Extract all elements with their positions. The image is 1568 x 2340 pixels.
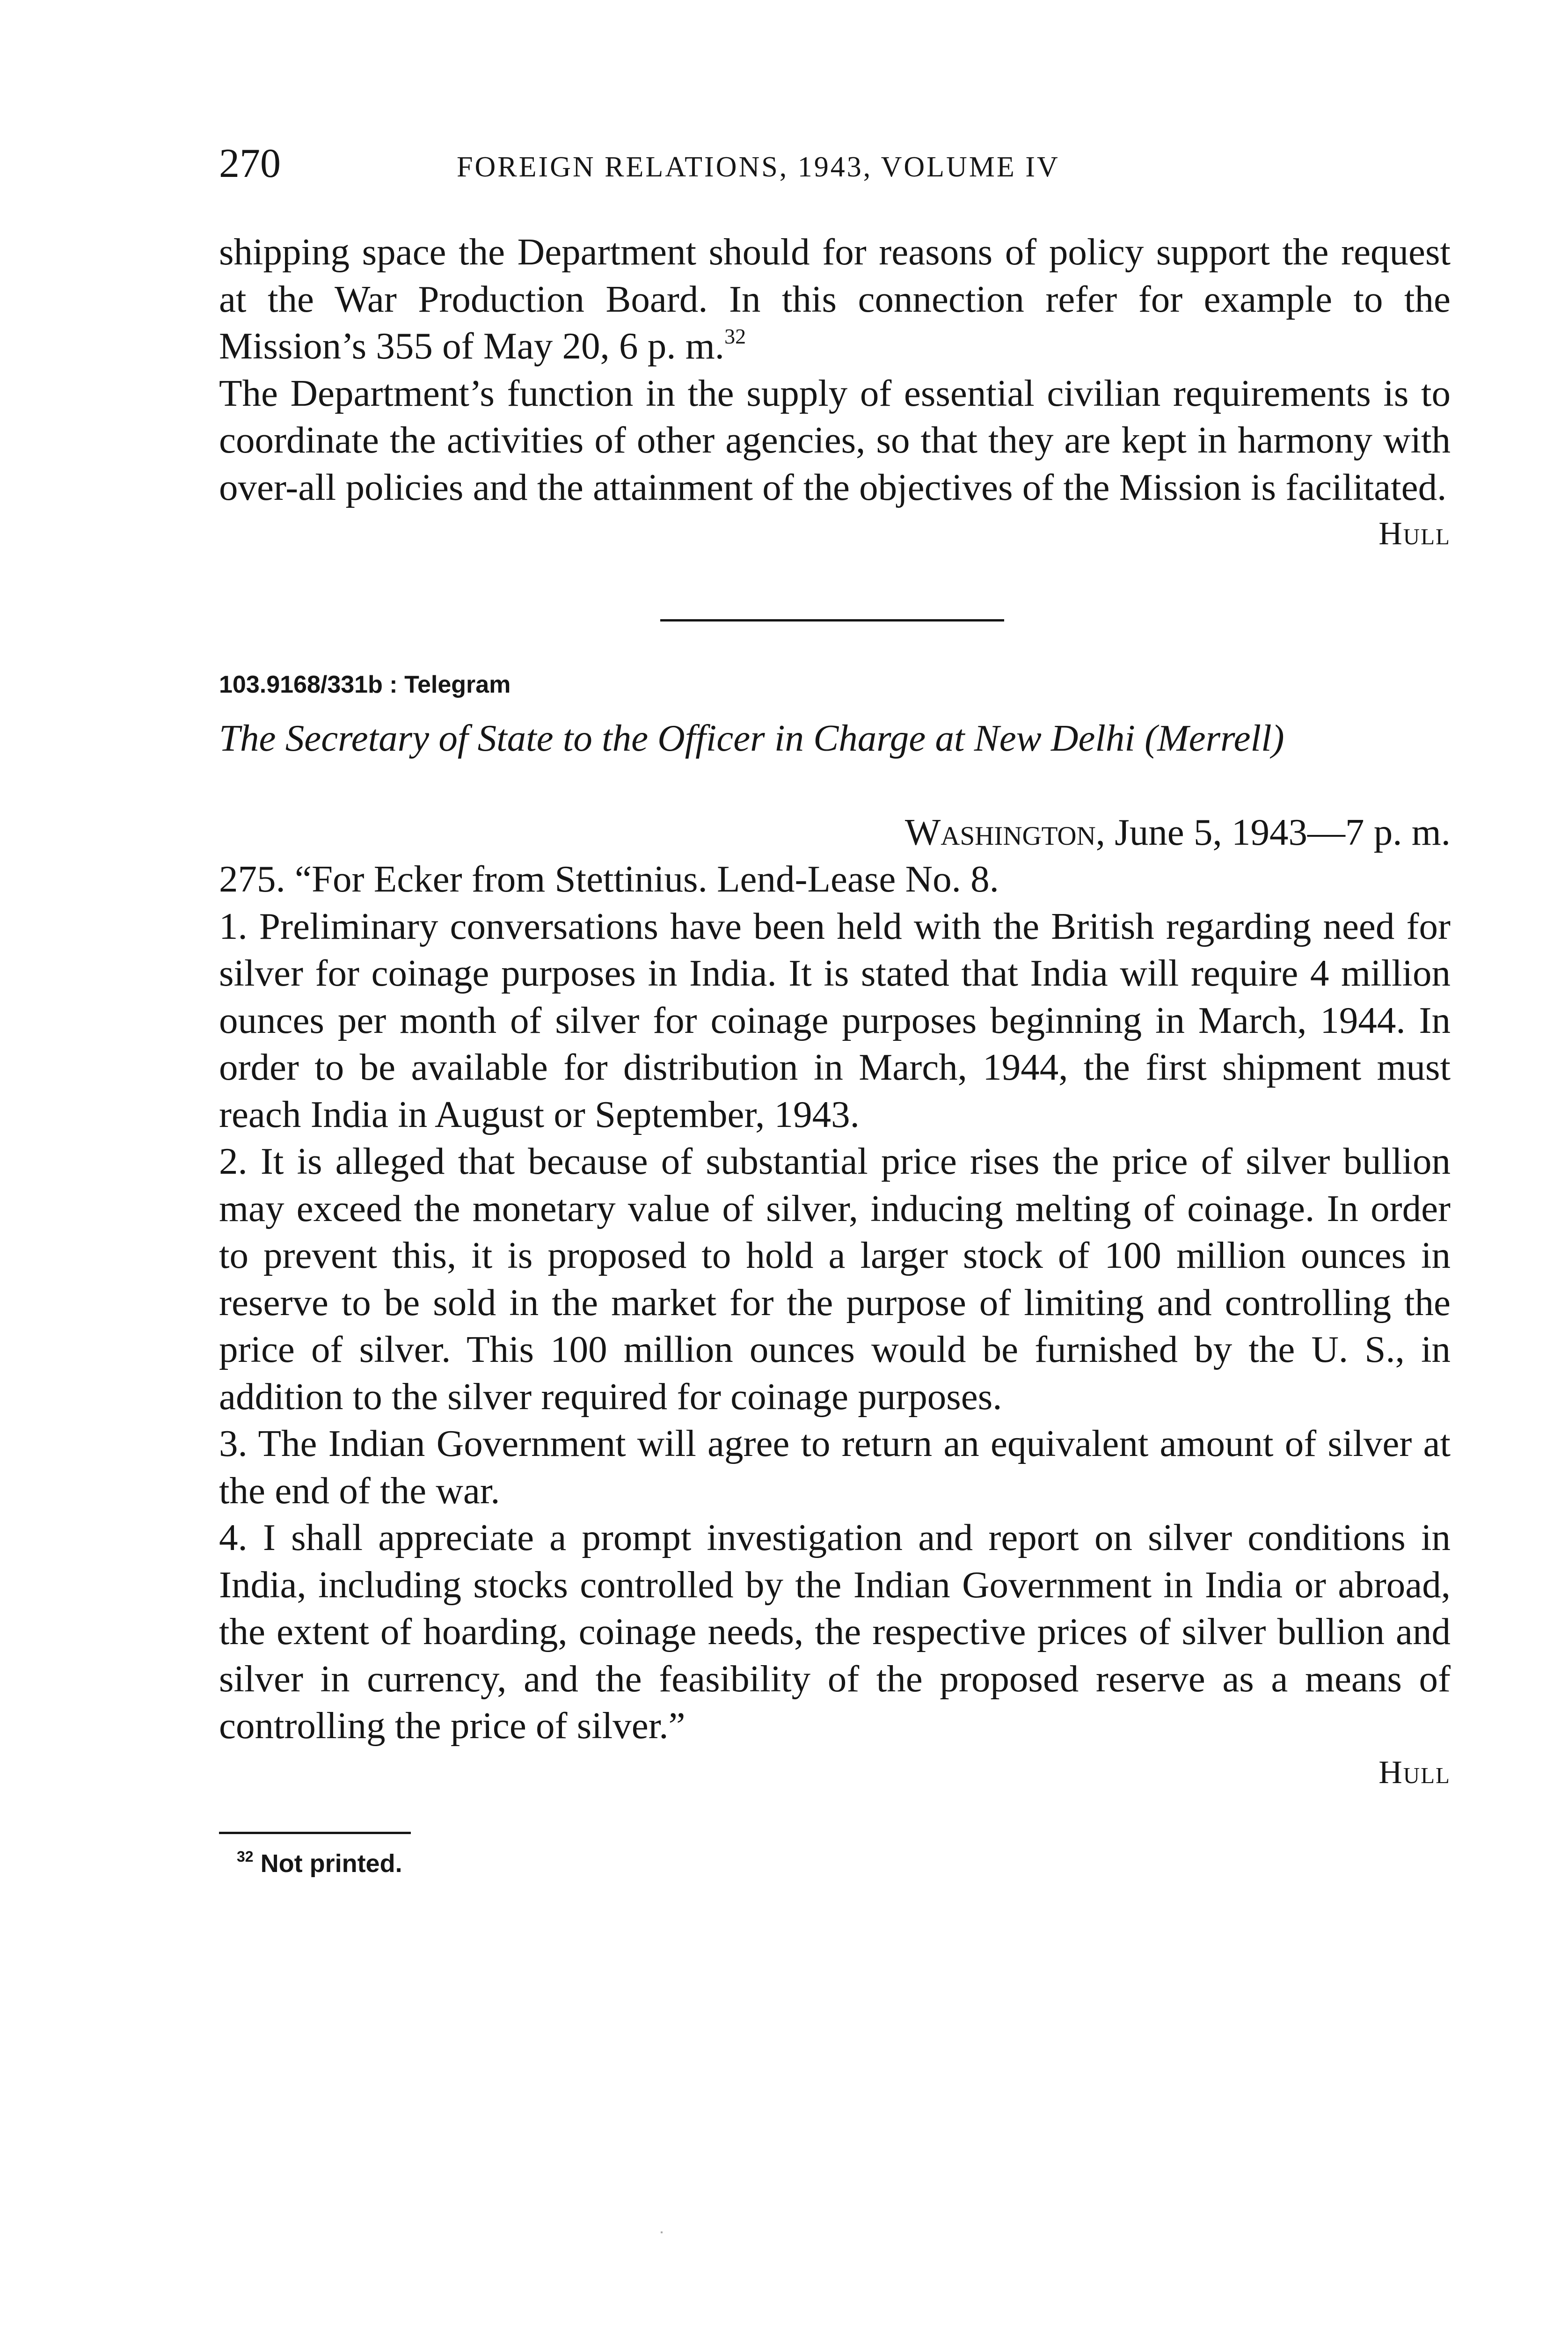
paragraph-4: 4. I shall appreciate a prompt investigation and report on silver conditions in India, including stocks controlled by the Indian Government in India or abroad, the extent of hoarding, coinage needs, the respective prices of silver bullion and silver in currency, and the feasibility of the proposed reserve as a means of controlling the price of silver.” [219, 1516, 1451, 1747]
continued-paragraph [219, 228, 1451, 370]
running-head [219, 140, 1451, 192]
footnote [219, 1847, 1451, 1880]
paragraph: The Department’s function in the supply of essential civilian requirements is to coordinate the activities of other agencies, so that they are kept in harmony with over-all policies and the attainment of the objectives of the Mission is facilitated. [219, 372, 1451, 508]
footnote-reference: 32 [724, 324, 746, 348]
previous-document-text [219, 228, 1451, 511]
scan-speck [661, 2231, 663, 2233]
paragraph-1: 1. Preliminary conversations have been held with the British regarding need for silver for coinage purposes in India. It is stated that India will require 4 million ounces per month of silver for coinage purposes beginning in March, 1944. In order to be available for distribution in March, 1944, the first shipment must reach India in August or September, 1943. [219, 905, 1451, 1135]
document-page [219, 140, 1451, 1880]
telegram-opening: 275. “For Ecker from Stettinius. Lend-Lease No. 8. [219, 858, 999, 900]
signature: Hull [1378, 1754, 1451, 1791]
dateline-place: Washington [904, 811, 1096, 853]
footnote-divider [219, 1832, 411, 1834]
paragraph-2: 2. It is alleged that because of substantial price rises the price of silver bullion may exceed the monetary value of silver, inducing melting of coinage. In order to prevent this, it is proposed to hold a larger stock of 100 million ounces in reserve to be sold in the market for the purpose of limiting and controlling the price of silver. This 100 million ounces would be furnished by the U. S., in addition to the silver required for coinage purposes. [219, 1140, 1451, 1418]
dateline-date: , June 5, 1943—7 p. m. [1095, 811, 1451, 853]
paragraph-3: 3. The Indian Government will agree to return an equivalent amount of silver at the end of the war. [219, 1422, 1451, 1512]
page-number: 270 [219, 141, 281, 186]
signature: Hull [1378, 516, 1451, 552]
section-divider [660, 619, 1004, 622]
footnote-marker: 32 [237, 1848, 254, 1865]
telegram-body [219, 856, 1451, 1749]
running-title: FOREIGN RELATIONS, 1943, VOLUME IV [457, 151, 1060, 183]
footnote-text: Not printed. [260, 1849, 402, 1878]
continued-paragraph-text: shipping space the Department should for reasons of policy support the request at the War Production Board. In this connection refer for example to the Mission’s 355 of May 20, 6 p. m. [219, 231, 1451, 367]
dateline [219, 809, 1451, 856]
document-heading: The Secretary of State to the Officer in Charge at New Delhi (Merrell) [219, 717, 1284, 759]
file-reference: 103.9168/331b : Telegram [219, 671, 511, 698]
